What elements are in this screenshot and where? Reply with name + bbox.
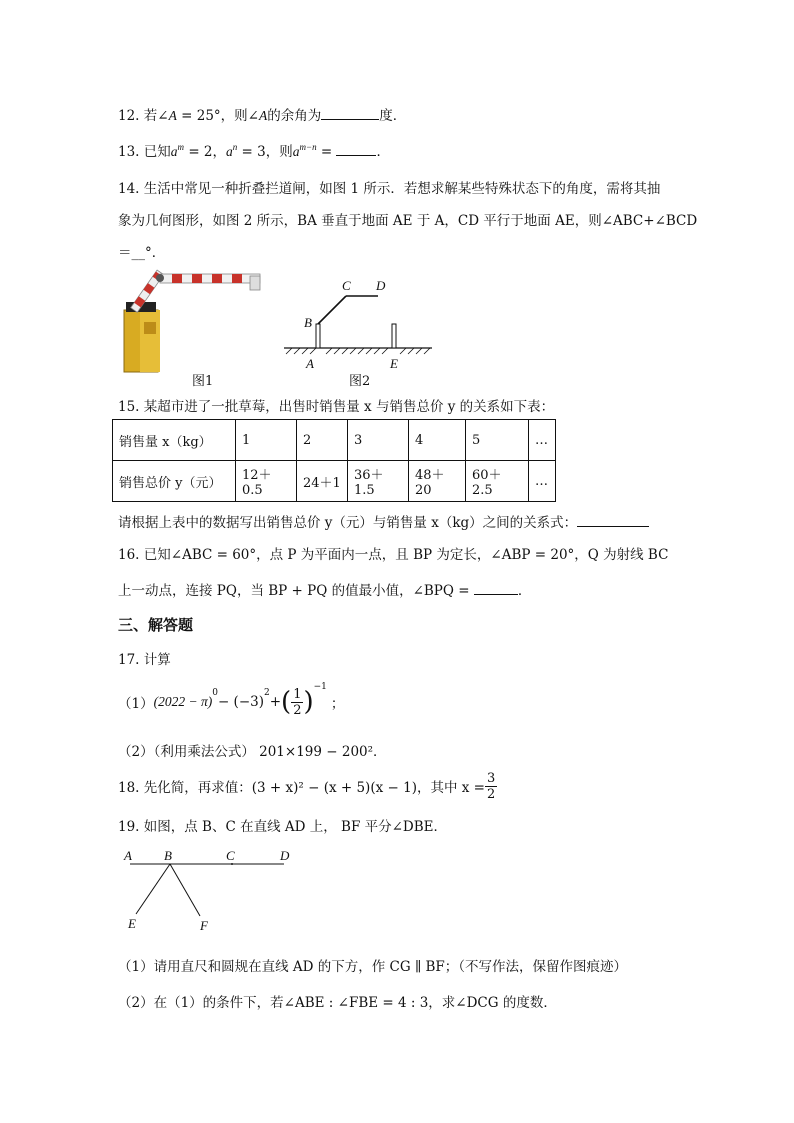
q17-p1-end: ； (330, 696, 345, 712)
question-13 (118, 140, 390, 160)
table-cell: 12＋0.5 (236, 461, 297, 502)
q14-line-3: ＝__°． (118, 245, 166, 261)
label-B: B (304, 315, 312, 330)
label-A: A (306, 356, 314, 371)
q13-answer-blank[interactable] (336, 145, 376, 156)
q12-text-c: 的余角为 (267, 108, 322, 124)
ray-BF (170, 864, 200, 916)
table-cell: 销售量 x（kg） (113, 420, 236, 461)
table-cell: … (529, 461, 556, 502)
label-C: C (226, 848, 235, 863)
q12-var-a: A (168, 108, 177, 123)
q17-p1-term-b: − (−3) (217, 694, 264, 710)
q16-line-2-text: 上一动点，连接 PQ，当 BP + PQ 的值最小值，∠BPQ = (118, 583, 474, 599)
q14-line-1: 14. 生活中常见一种折叠拦道闸，如图 1 所示．若想求解某些特殊状态下的角度，需将其抽 (118, 181, 661, 197)
q17-p1-term-a: (2022 − π) (153, 694, 213, 709)
q13-exp-n: n (232, 142, 238, 152)
q12-number: 12. (118, 108, 140, 124)
label-F: F (200, 918, 208, 933)
question-18 (118, 768, 497, 804)
figure-1-caption: 图1 (192, 374, 214, 389)
q17-p1-plus: + (269, 694, 282, 710)
q12-text-b: = 25°，则∠ (176, 108, 259, 124)
q17-p1-paren-open: ( (281, 687, 292, 717)
q12-var-b: A (258, 108, 268, 123)
q17-p1-fraction (291, 687, 303, 718)
table-cell: 48＋20 (409, 461, 466, 502)
q18-text: 18. 先化简，再求值：(3 + x)² − (x + 5)(x − 1)，其中 x = (118, 780, 485, 796)
q17-p1-label: （1） (118, 696, 154, 712)
q13-text-d: = (316, 144, 337, 160)
q13-text-c: = 3，则 (237, 144, 293, 160)
table-cell: … (529, 420, 556, 461)
table-cell: 销售总价 y（元） (113, 461, 236, 502)
point-C (231, 863, 233, 865)
q17-p1-paren-close: ) (303, 687, 314, 717)
table-cell: 4 (409, 420, 466, 461)
table-row (113, 461, 556, 502)
question-12 (118, 104, 406, 124)
label-D: D (280, 848, 290, 863)
gate-cabinet-front (140, 310, 160, 372)
q15-question (118, 511, 649, 531)
q19-part-1: （1）请用直尺和圆规在直线 AD 的下方，作 CG ∥ BF；（不写作法，保留作图痕迹） (118, 959, 628, 975)
q13-exp-m: m (177, 142, 185, 152)
q15-question-text: 请根据上表中的数据写出销售总价 y（元）与销售量 x（kg）之间的关系式： (118, 515, 578, 531)
q13-exp-mn: m−n (299, 142, 317, 152)
label-C: C (342, 278, 351, 293)
sales-table (112, 419, 556, 502)
label-B: B (164, 848, 172, 863)
q13-base-a3: a (292, 144, 300, 159)
table-cell: 2 (297, 420, 348, 461)
q17-part-2: （2）（利用乘法公式） 201×199 − 200²． (118, 744, 387, 760)
fraction-denominator: 2 (486, 786, 496, 802)
q17-title: 17. 计算 (118, 652, 171, 668)
label-E: E (390, 356, 398, 371)
q13-text-e: ． (376, 144, 390, 160)
gate-panel (144, 322, 156, 334)
q16-answer-blank[interactable] (474, 584, 518, 595)
q17-p1-exp-neg1: −1 (313, 682, 327, 692)
q17-p1-exp-0: 0 (212, 688, 218, 698)
ray-BE (136, 864, 170, 914)
q13-text-a: 已知 (143, 144, 171, 160)
figure-2-caption: 图2 (349, 374, 371, 389)
q16-line-2 (118, 579, 531, 599)
q19-text: 19. 如图，点 B、C 在直线 AD 上， BF 平分∠DBE． (118, 819, 448, 835)
q16-line-2-end: ． (517, 583, 532, 599)
label-A: A (124, 848, 132, 863)
q17-p1-exp-2: 2 (264, 688, 270, 698)
q16-line-1: 16. 已知∠ABC = 60°，点 P 为平面内一点，且 BP 为定长，∠ABP = 20°，Q 为射线 BC (118, 547, 669, 563)
table-cell: 1 (236, 420, 297, 461)
q13-number: 13. (118, 144, 140, 160)
table-cell: 60＋2.5 (466, 461, 529, 502)
q12-text-d: 度． (379, 108, 407, 124)
q19-part-2: （2）在（1）的条件下，若∠ABE : ∠FBE = 4 : 3，求∠DCG 的度数． (118, 995, 557, 1011)
table-cell: 5 (466, 420, 529, 461)
q18-fraction (485, 771, 497, 802)
label-E: E (128, 916, 136, 931)
fraction-denominator: 2 (293, 702, 302, 718)
q13-base-a1: a (170, 144, 178, 159)
q12-text-a: 若∠ (143, 108, 169, 124)
post-BA (316, 324, 320, 348)
q14-line-2: 象为几何图形，如图 2 所示，BA 垂直于地面 AE 于 A，CD 平行于地面 AE，则∠ABC+∠BCD (118, 213, 698, 229)
table-cell: 24＋1 (297, 461, 348, 502)
figure-1-barrier-gate (110, 266, 270, 376)
q15-intro: 15. 某超市进了一批草莓，出售时销售量 x 与销售总价 y 的关系如下表： (118, 399, 555, 415)
q13-text-b: = 2， (184, 144, 227, 160)
table-row (113, 420, 556, 461)
fraction-numerator: 3 (486, 770, 496, 786)
q12-answer-blank[interactable] (321, 109, 379, 120)
q17-part-1 (118, 682, 344, 722)
ground-hatch (286, 348, 430, 354)
figure-2-diagram (278, 276, 438, 372)
q13-base-a2: a (226, 144, 233, 159)
post-E (392, 324, 396, 348)
q19-diagram (118, 846, 308, 938)
q15-answer-blank[interactable] (577, 516, 649, 527)
fraction-numerator: 1 (293, 686, 302, 702)
segment-BC (318, 296, 346, 324)
table-cell: 36＋1.5 (348, 461, 409, 502)
section-3-heading: 三、解答题 (118, 616, 194, 634)
table-cell: 3 (348, 420, 409, 461)
label-D: D (376, 278, 386, 293)
